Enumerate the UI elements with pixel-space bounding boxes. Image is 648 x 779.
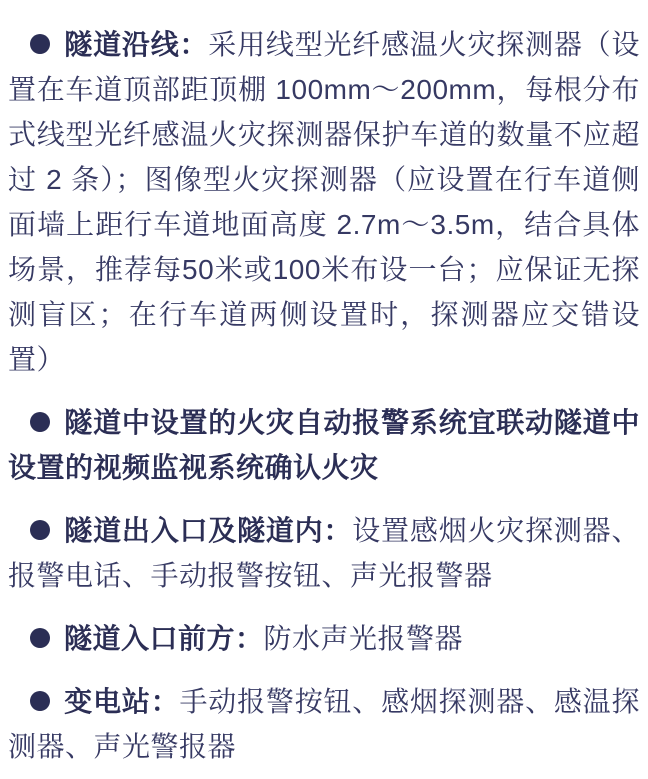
paragraph-text: 采用线型光纤感温火灾探测器（设置在车道顶部距顶棚 100mm～200mm，每根分布式线型光纤感温火灾探测器保护车道的数量不应超过 2 条）；图像型火灾探测器（应设置在行车道侧面墙上距行车道地面高度 2.7m～3.5m，结合具体场景，推荐每50米或100米布设一台；应保证无探测盲区；在行车道两侧设置时，探测器应交错设置） <box>8 29 640 375</box>
bullet-circle-icon <box>30 628 50 648</box>
bullet-paragraph-tunnel-alignment <box>8 22 640 382</box>
paragraph-text: 手动报警按钮、感烟探测器、感温探测器、声光警报器 <box>8 686 640 762</box>
paragraph-text: 隧道中设置的火灾自动报警系统宜联动隧道中设置的视频监视系统确认火灾 <box>8 407 640 483</box>
paragraph-label: 变电站： <box>64 686 180 717</box>
paragraph-text: 设置感烟火灾探测器、报警电话、手动报警按钮、声光报警器 <box>8 515 640 591</box>
bullet-paragraph-ahead-of-entrance <box>8 616 640 661</box>
bullet-circle-icon <box>30 34 50 54</box>
paragraph-label: 隧道沿线： <box>64 29 209 60</box>
paragraph-label: 隧道入口前方： <box>64 623 264 654</box>
paragraph-label: 隧道出入口及隧道内： <box>64 515 353 546</box>
paragraph-text: 防水声光报警器 <box>263 623 464 654</box>
bullet-paragraph-substation <box>8 679 640 769</box>
bullet-paragraph-alarm-linkage <box>8 400 640 490</box>
bullet-circle-icon <box>30 412 50 432</box>
bullet-circle-icon <box>30 520 50 540</box>
bullet-paragraph-tunnel-entrances <box>8 508 640 598</box>
bullet-circle-icon <box>30 691 50 711</box>
